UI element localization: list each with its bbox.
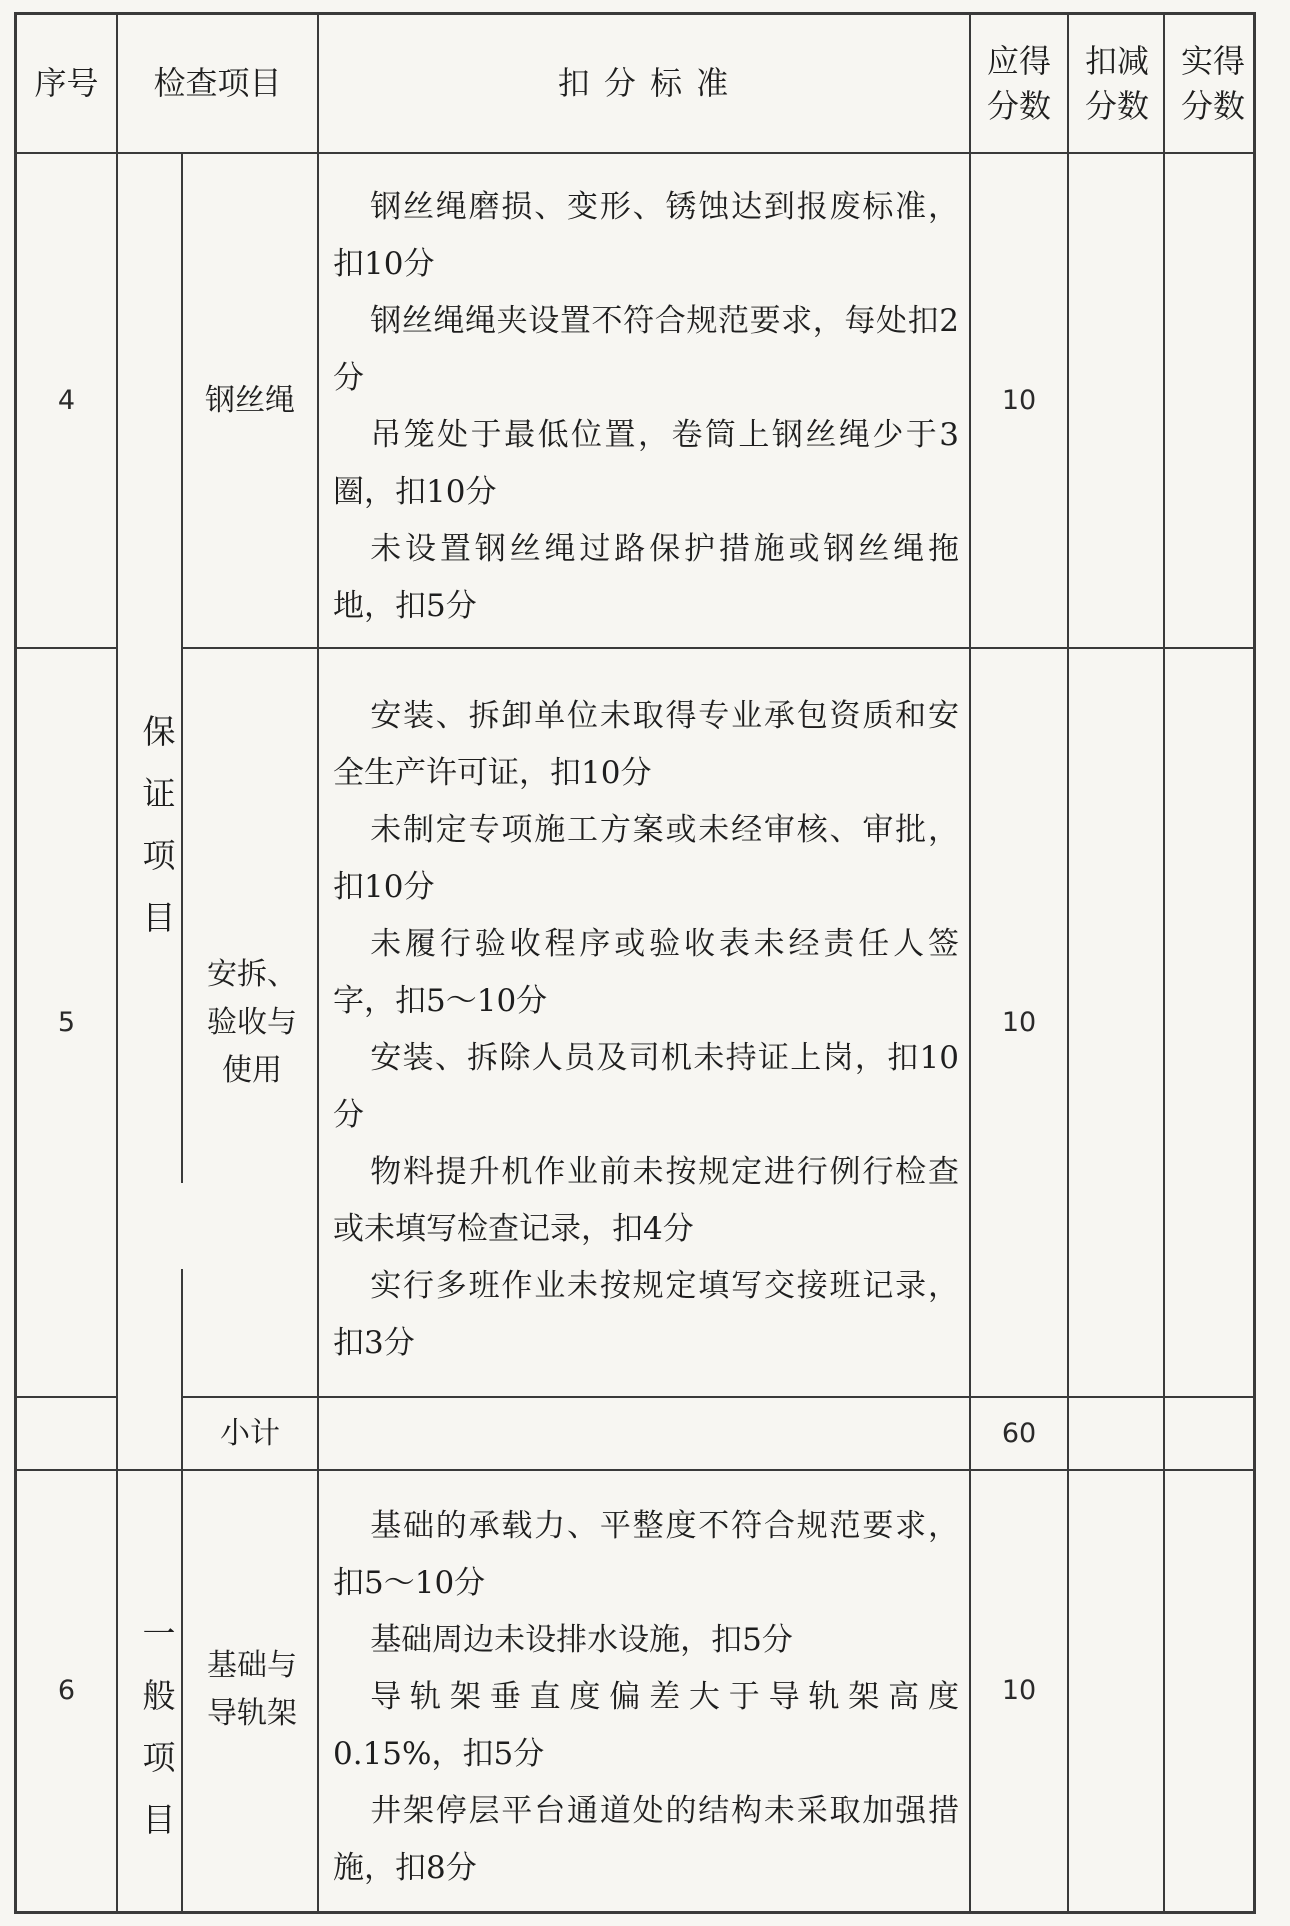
header-full-score: 应得分数 — [986, 41, 1051, 125]
grid-line — [181, 1269, 183, 1912]
grid-line — [1163, 15, 1165, 1911]
grid-line — [181, 1396, 1255, 1398]
group-label-guarantee: 保证项目 — [142, 712, 176, 937]
grid-line — [181, 647, 1255, 649]
criteria-line: 吊笼处于最低位置，卷筒上钢丝绳少于3圈，扣10分 — [333, 417, 959, 510]
grid-line — [1067, 15, 1069, 1911]
inspection-table — [14, 12, 1256, 1914]
grid-line — [116, 15, 118, 1911]
row-item: 安拆、验收与使用 — [207, 956, 297, 1088]
criteria-line: 钢丝绳绳夹设置不符合规范要求，每处扣2分 — [333, 303, 959, 396]
row-seq: 5 — [57, 1007, 76, 1038]
row-item: 基础与导轨架 — [207, 1648, 297, 1731]
row-criteria — [319, 1498, 969, 1897]
header-actual: 实得分数 — [1180, 41, 1245, 125]
subtotal-label: 小计 — [220, 1415, 280, 1451]
row-criteria — [319, 179, 969, 635]
criteria-line: 安装、拆卸单位未取得专业承包资质和安全生产许可证，扣10分 — [333, 698, 959, 791]
header-item: 检查项目 — [153, 64, 282, 102]
row-score: 10 — [1001, 1007, 1037, 1038]
row-item: 钢丝绳 — [205, 382, 295, 418]
criteria-line: 基础的承载力、平整度不符合规范要求，扣5～10分 — [333, 1508, 959, 1601]
criteria-line: 未制定专项施工方案或未经审核、审批，扣10分 — [333, 812, 959, 905]
grid-line — [17, 1469, 1255, 1471]
header-seq: 序号 — [34, 64, 99, 102]
criteria-line: 安装、拆除人员及司机未持证上岗，扣10分 — [333, 1040, 959, 1133]
row-score: 10 — [1001, 385, 1037, 416]
criteria-line: 未履行验收程序或验收表未经责任人签字，扣5～10分 — [333, 926, 959, 1019]
row-score: 10 — [1001, 1674, 1037, 1706]
subtotal-score: 60 — [1001, 1418, 1037, 1449]
header-deduct: 扣减分数 — [1084, 41, 1149, 125]
criteria-line: 物料提升机作业前未按规定进行例行检查或未填写检查记录，扣4分 — [333, 1154, 959, 1247]
row-criteria — [319, 688, 969, 1372]
criteria-line: 导轨架垂直度偏差大于导轨架高度0.15%，扣5分 — [333, 1679, 959, 1772]
header-criteria: 扣 分 标 准 — [557, 64, 731, 102]
criteria-line: 未设置钢丝绳过路保护措施或钢丝绳拖地，扣5分 — [333, 531, 959, 624]
grid-line — [17, 1396, 116, 1398]
row-seq: 6 — [57, 1674, 76, 1706]
row-seq: 4 — [57, 385, 76, 416]
criteria-line: 实行多班作业未按规定填写交接班记录，扣3分 — [333, 1268, 959, 1361]
criteria-line: 井架停层平台通道处的结构未采取加强措施，扣8分 — [333, 1793, 959, 1886]
criteria-line: 基础周边未设排水设施，扣5分 — [370, 1622, 793, 1658]
criteria-line: 钢丝绳磨损、变形、锈蚀达到报废标准，扣10分 — [333, 189, 959, 282]
group-label-general: 一般项目 — [142, 1614, 176, 1839]
